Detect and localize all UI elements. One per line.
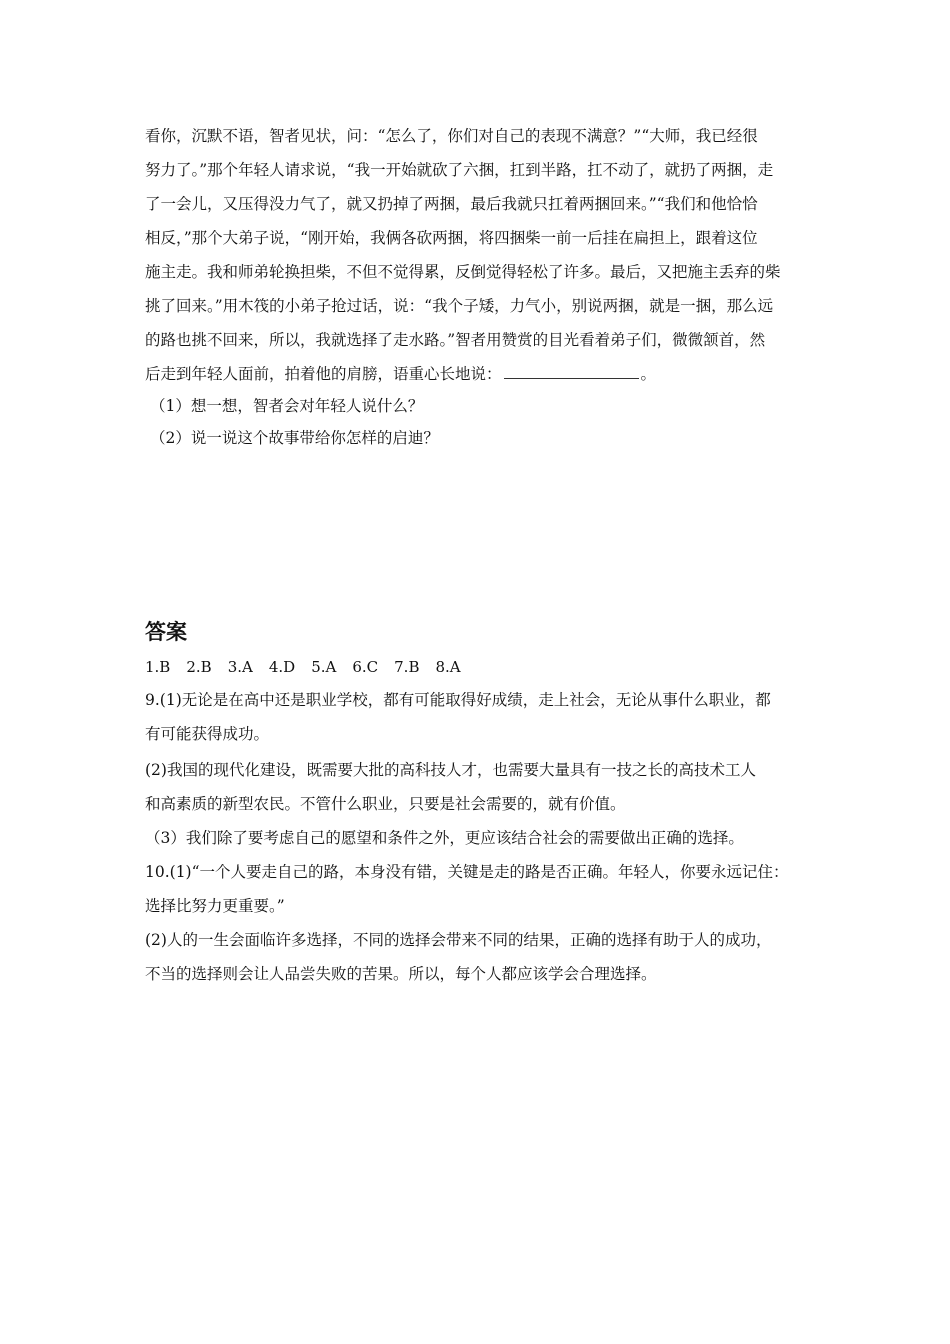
mc-answer: 8.A — [435, 658, 461, 676]
passage-text: 后走到年轻人面前，拍着他的肩膀，语重心长地说： — [145, 365, 502, 383]
passage-line: 看你，沉默不语，智者见状，问：“怎么了，你们对自己的表现不满意？”“大师，我已经很 — [145, 127, 758, 145]
mc-answer: 2.B — [186, 658, 212, 676]
answer-10-line: 选择比努力更重要。” — [145, 897, 285, 915]
answers-heading: 答案 — [145, 620, 187, 644]
mc-answer: 1.B — [145, 658, 171, 676]
passage-text: 。 — [640, 365, 657, 383]
question-2: （2）说一说这个故事带给你怎样的启迪？ — [150, 429, 439, 447]
passage-line: 了一会儿，又压得没力气了，就又扔掉了两捆，最后我就只扛着两捆回来。”“我们和他恰恰 — [145, 195, 758, 213]
answer-10-line: (2)人的一生会面临许多选择，不同的选择会带来不同的结果，正确的选择有助于人的成功， — [145, 931, 772, 949]
passage-line: 的路也挑不回来，所以，我就选择了走水路。”智者用赞赏的目光看着弟子们，微微颔首，然 — [145, 331, 766, 349]
multiple-choice-answers — [145, 657, 477, 677]
answer-10-line: 10.(1)“一个人要走自己的路，本身没有错，关键是走的路是否正确。年轻人，你要永远记住： — [145, 863, 789, 881]
answer-9-line: 9.(1)无论是在高中还是职业学校，都有可能取得好成绩，走上社会，无论从事什么职业，都 — [145, 691, 771, 709]
mc-answer: 4.D — [268, 658, 296, 676]
answer-9-line: （3）我们除了要考虑自己的愿望和条件之外，更应该结合社会的需要做出正确的选择。 — [145, 829, 744, 847]
passage-line: 施主走。我和师弟轮换担柴，不但不觉得累，反倒觉得轻松了许多。最后，又把施主丢弃的柴 — [145, 263, 781, 281]
mc-answer: 6.C — [352, 658, 379, 676]
answer-9-line: 有可能获得成功。 — [145, 725, 270, 743]
question-1: （1）想一想，智者会对年轻人说什么？ — [150, 397, 424, 415]
answer-blank[interactable] — [504, 364, 639, 379]
passage-line-with-blank — [145, 364, 825, 384]
mc-answer: 7.B — [394, 658, 420, 676]
passage-line: 努力了。”那个年轻人请求说，“我一开始就砍了六捆，扛到半路，扛不动了，就扔了两捆，走 — [145, 161, 774, 179]
mc-answer: 5.A — [311, 658, 337, 676]
passage-line: 挑了回来。”用木筏的小弟子抢过话，说：“我个子矮，力气小，别说两捆，就是一捆，那么远 — [145, 297, 774, 315]
mc-answer: 3.A — [227, 658, 253, 676]
passage-line: 相反，”那个大弟子说，“刚开始，我俩各砍两捆，将四捆柴一前一后挂在扁担上，跟着这位 — [145, 229, 758, 247]
answer-9-line: 和高素质的新型农民。不管什么职业，只要是社会需要的，就有价值。 — [145, 795, 626, 813]
answer-9-line: (2)我国的现代化建设，既需要大批的高科技人才，也需要大量具有一技之长的高技术工人 — [145, 761, 756, 779]
answer-10-line: 不当的选择则会让人品尝失败的苦果。所以，每个人都应该学会合理选择。 — [145, 965, 657, 983]
